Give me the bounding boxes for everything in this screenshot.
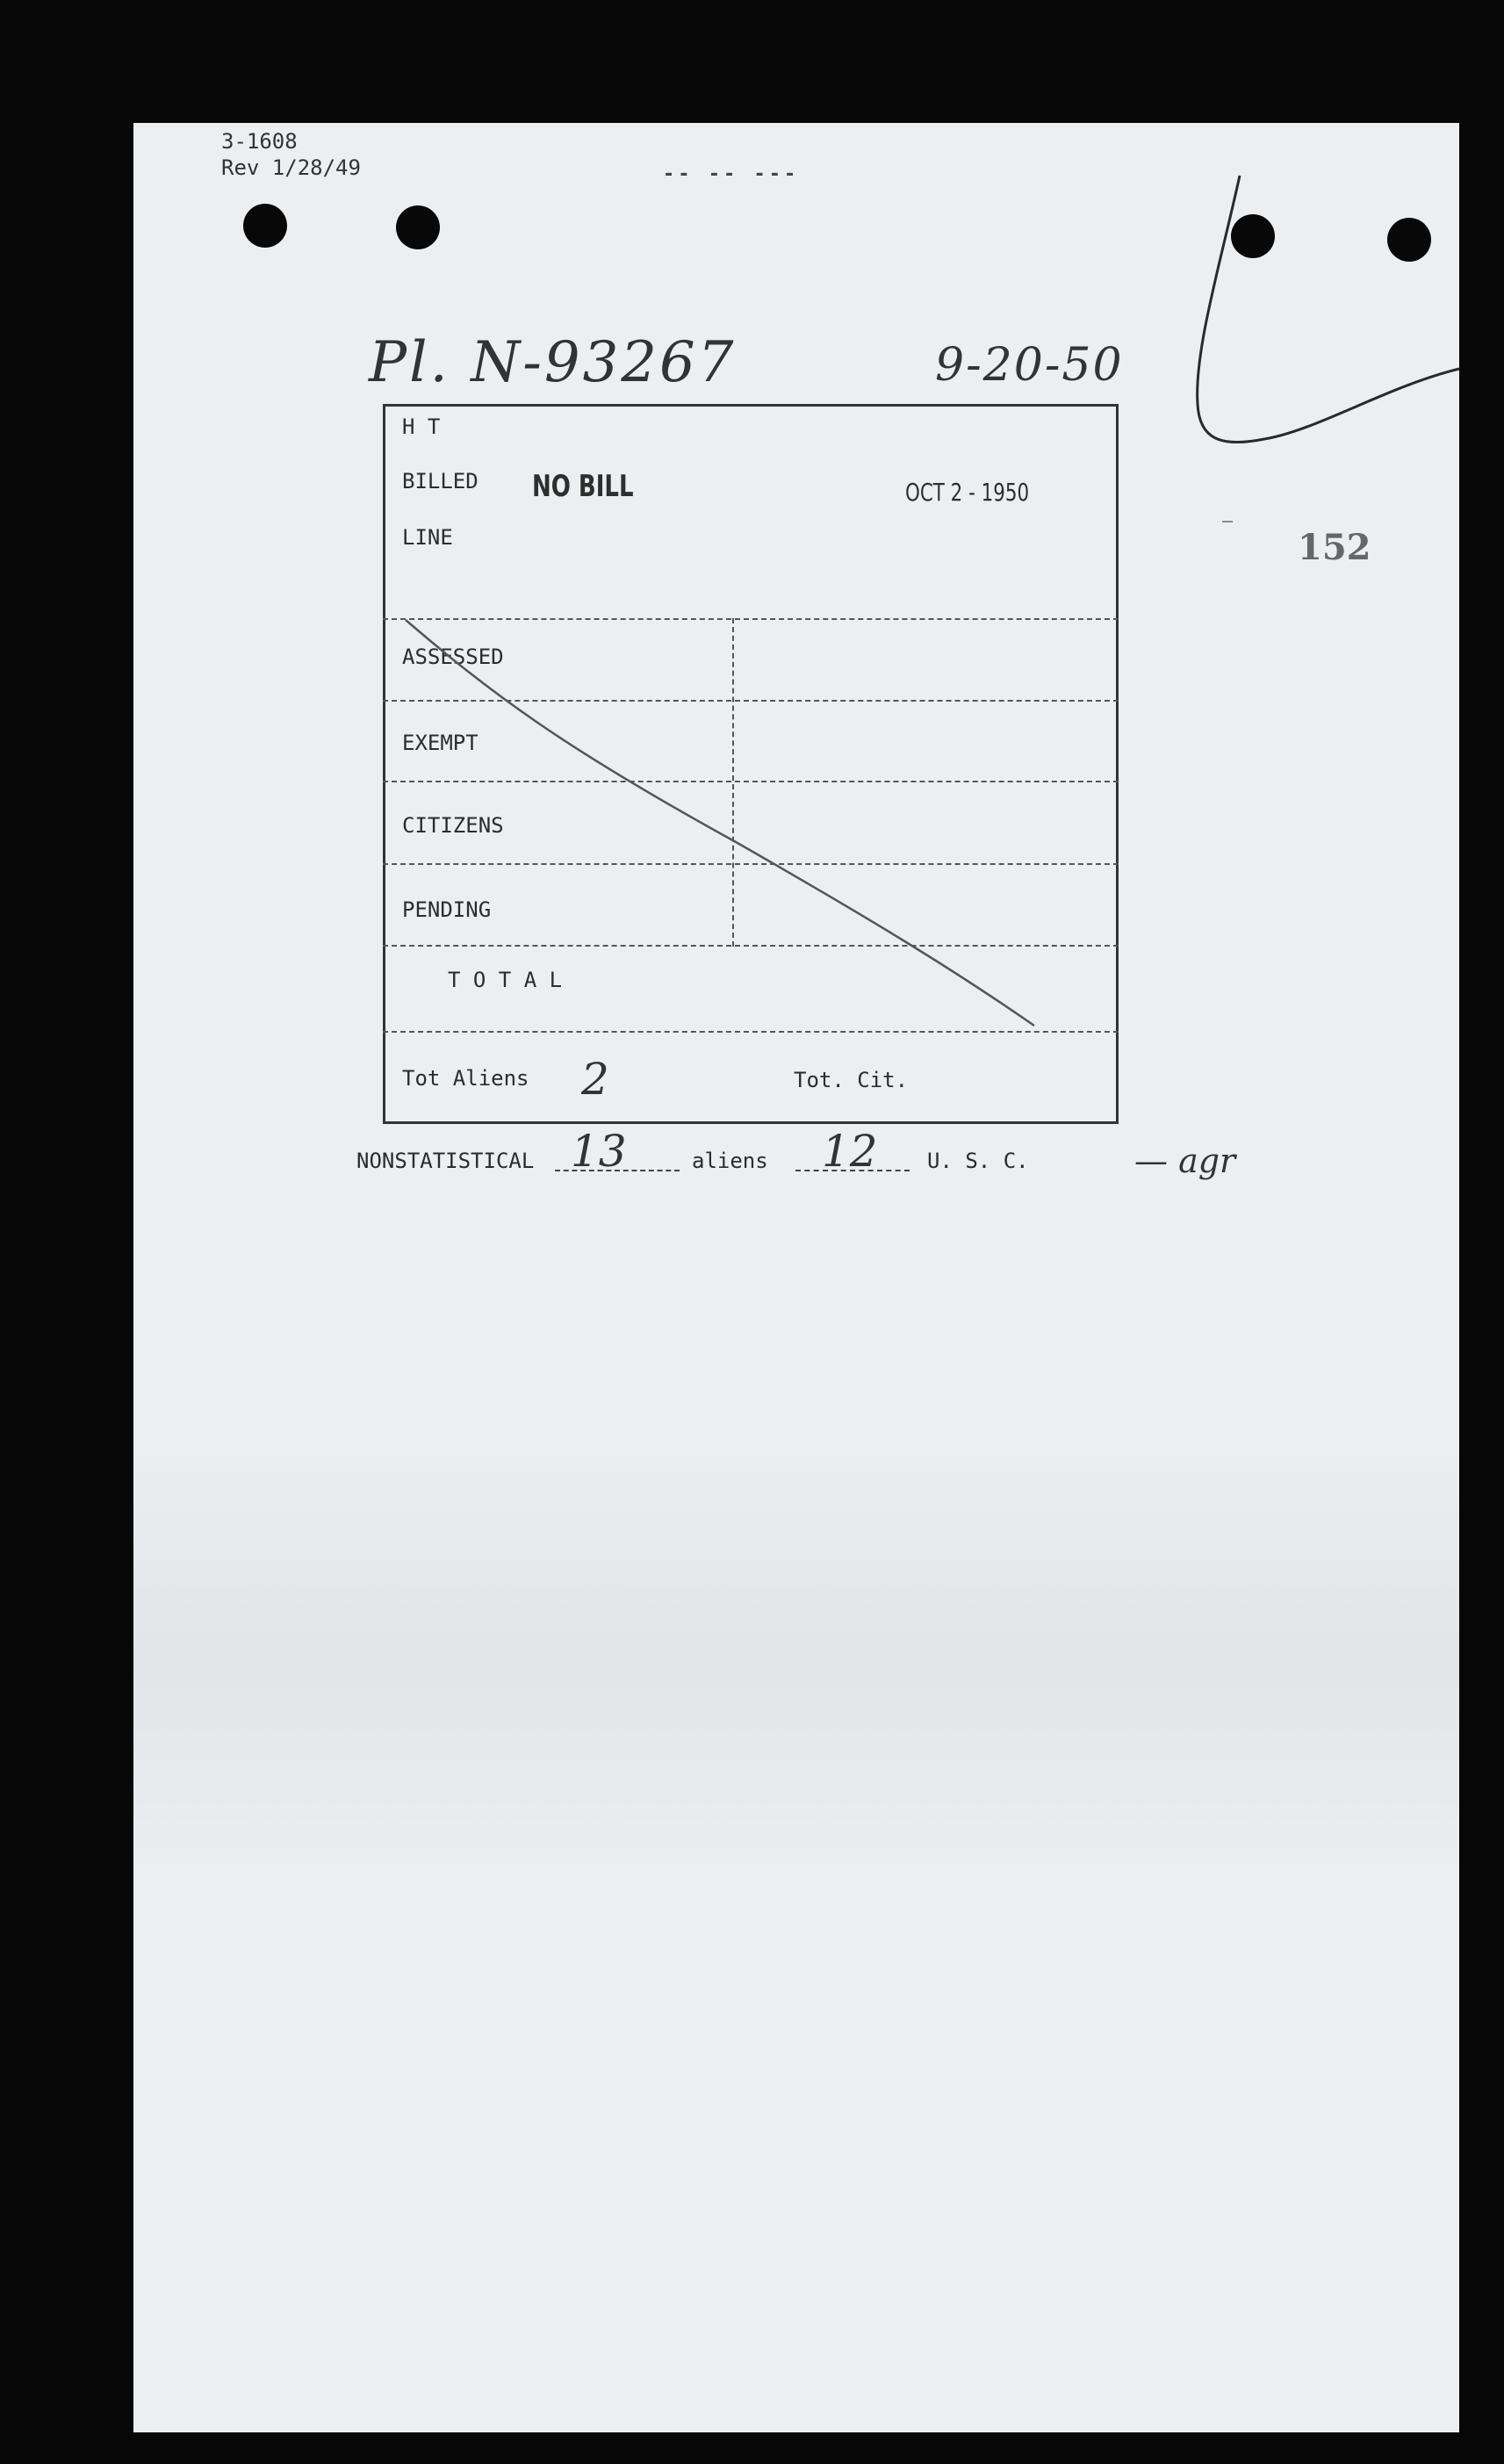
top-stamp-smudge: -- -- --- — [663, 163, 800, 185]
row-label-pending: PENDING — [402, 897, 492, 922]
form-number: 3-1608 — [221, 129, 298, 154]
usc-label: U. S. C. — [927, 1149, 1029, 1173]
billed-label: BILLED — [402, 469, 479, 494]
row-label-assessed: ASSESSED — [402, 645, 504, 669]
aliens-label: aliens — [692, 1149, 768, 1173]
ht-label: H T — [402, 414, 441, 439]
nonstatistical-aliens-value: 13 — [571, 1126, 627, 1177]
aliens-blank — [555, 1170, 680, 1171]
line-label: LINE — [402, 525, 453, 550]
tot-cit-label: Tot. Cit. — [794, 1068, 909, 1092]
row-label-citizens: CITIZENS — [402, 813, 504, 838]
row-label-exempt: EXEMPT — [402, 731, 479, 755]
nonstatistical-label: NONSTATISTICAL — [356, 1149, 535, 1173]
form-revision: Rev 1/28/49 — [221, 155, 361, 180]
nonstatistical-usc-value: 12 — [822, 1126, 878, 1177]
handwritten-date: 9-20-50 — [935, 339, 1124, 392]
usc-blank — [795, 1170, 910, 1171]
handwritten-initials: — agr — [1134, 1142, 1236, 1180]
handwritten-reference: Pl. N-93267 — [369, 330, 737, 395]
tot-aliens-value: 2 — [581, 1054, 609, 1105]
page-number: 152 — [1298, 527, 1371, 568]
tot-aliens-label: Tot Aliens — [402, 1066, 529, 1091]
date-stamp: OCT 2 - 1950 — [905, 478, 1030, 507]
total-label: T O T A L — [448, 968, 563, 992]
no-bill-stamp: NO BILL — [532, 469, 634, 504]
